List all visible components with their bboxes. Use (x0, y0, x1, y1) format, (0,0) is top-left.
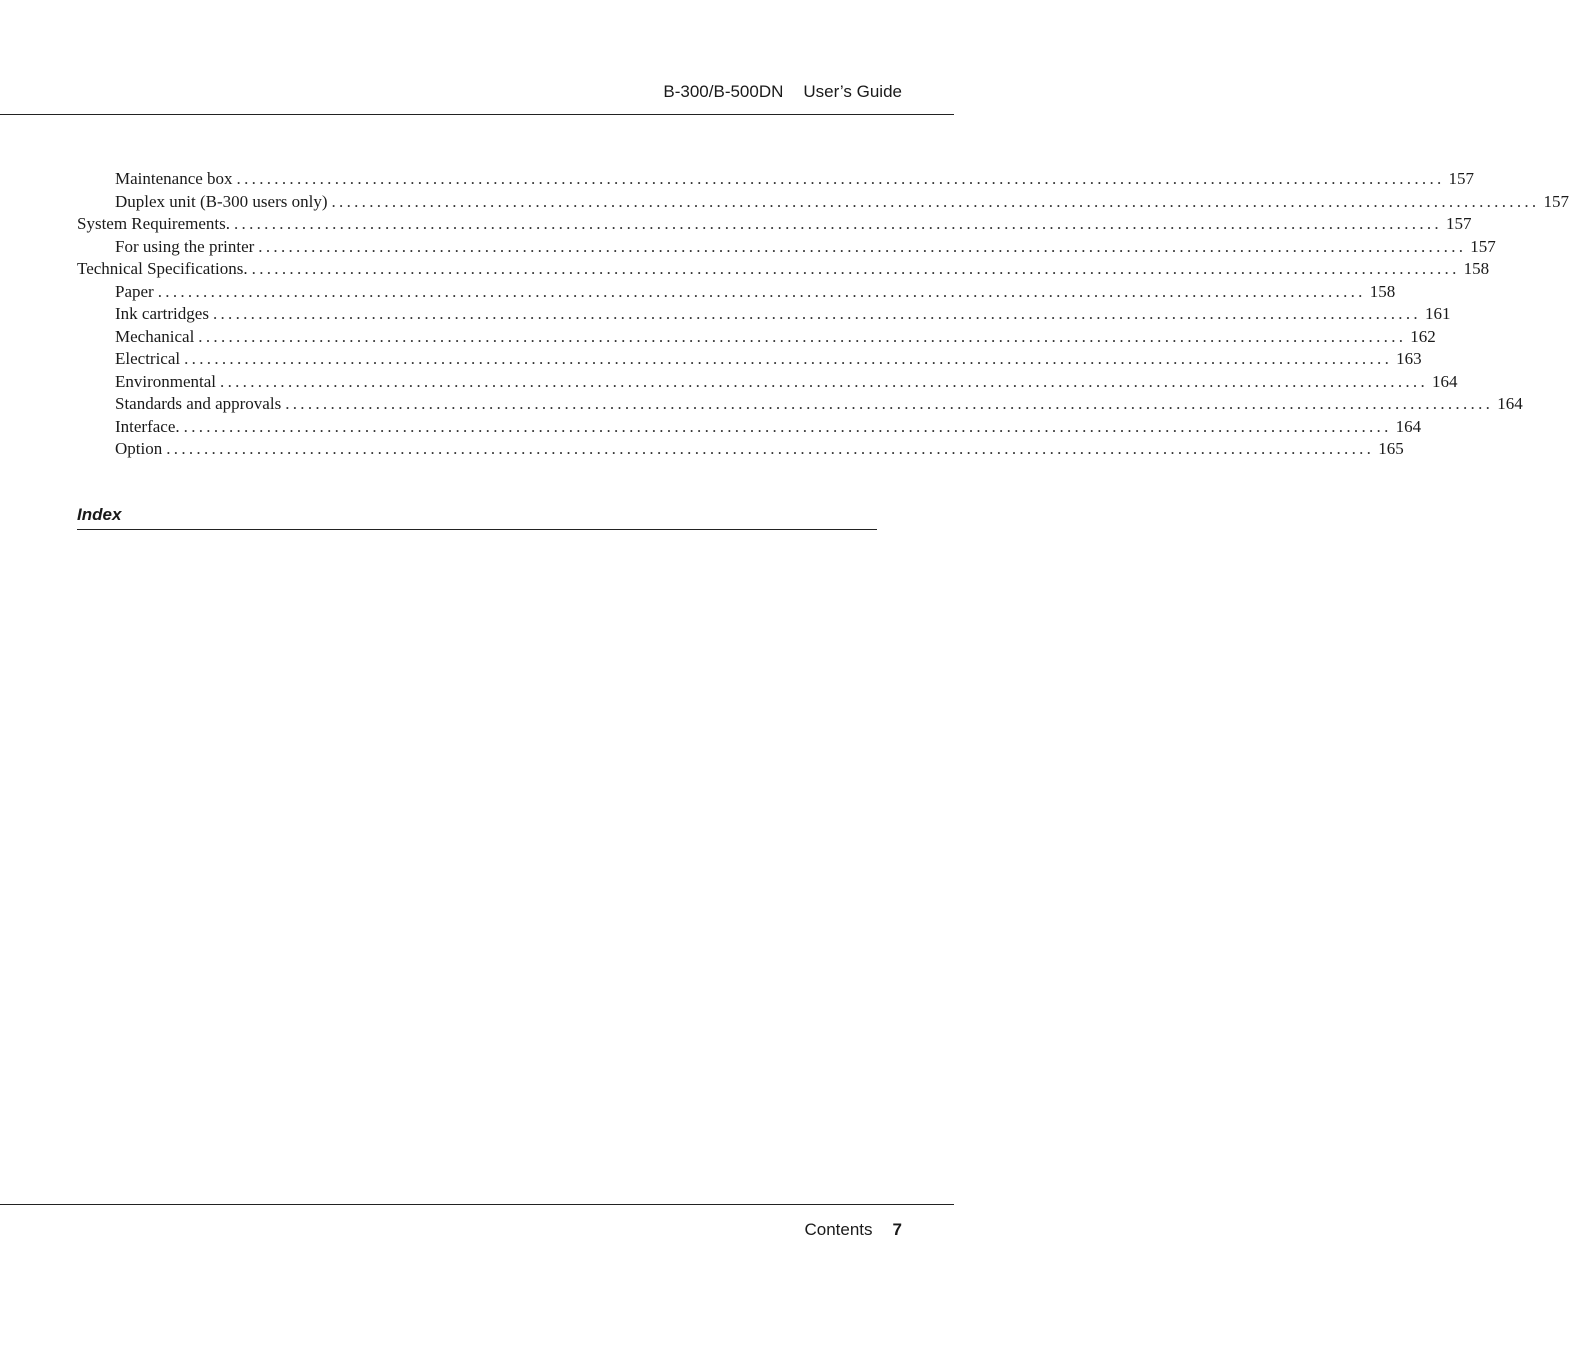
toc-entry-label: Standards and approvals (115, 394, 282, 413)
toc-entry-label: Technical Specifications. (77, 259, 248, 278)
toc-entry-page: 161 (1424, 304, 1451, 323)
toc-entry-label: Maintenance box (115, 169, 233, 188)
footer-section: Contents (804, 1220, 873, 1239)
toc-entry[interactable] (77, 438, 1404, 461)
toc-entry[interactable] (77, 236, 1496, 259)
footer-rule (0, 1204, 954, 1205)
toc-dot-leader: ................................................................................................................................................................ (251, 259, 1460, 278)
index-heading[interactable]: Index (77, 505, 122, 524)
header-rule (0, 114, 954, 115)
toc-dot-leader: ................................................................................................................................................................ (183, 416, 1392, 436)
toc-entry-page: 157 (1448, 169, 1475, 188)
toc-entry[interactable] (77, 348, 1422, 371)
toc-entry[interactable] (77, 371, 1458, 394)
toc-entry[interactable] (77, 416, 1422, 439)
toc-dot-leader: ................................................................................................................................................................ (157, 281, 1366, 301)
table-of-contents (77, 168, 1569, 461)
toc-entry-label: Paper (115, 281, 154, 301)
toc-dot-leader: ................................................................................................................................................................ (220, 371, 1429, 391)
toc-entry[interactable] (77, 258, 1490, 281)
toc-entry-page: 157 (1445, 214, 1472, 233)
toc-entry-label: System Requirements. (77, 214, 230, 233)
toc-entry[interactable] (77, 191, 1569, 214)
toc-entry-label: Interface. (115, 416, 180, 436)
header-guide-title: User’s Guide (803, 82, 902, 101)
toc-entry[interactable] (77, 168, 1475, 191)
toc-entry-page: 164 (1432, 371, 1458, 391)
toc-entry-page: 164 (1395, 416, 1422, 436)
header-model: B-300/B-500DN (663, 82, 784, 101)
toc-entry-page: 157 (1470, 236, 1496, 256)
toc-dot-leader: ................................................................................................................................................................ (331, 191, 1540, 211)
index-heading-rule (77, 529, 877, 530)
toc-entry-page: 165 (1378, 439, 1404, 458)
toc-entry[interactable] (77, 326, 1436, 349)
toc-entry-page: 158 (1463, 259, 1490, 278)
toc-dot-leader: ................................................................................................................................................................ (236, 169, 1445, 188)
toc-entry-label: Option (115, 439, 163, 458)
toc-dot-leader: ................................................................................................................................................................ (166, 439, 1375, 458)
toc-dot-leader: ................................................................................................................................................................ (184, 349, 1393, 368)
page-number: 7 (892, 1220, 902, 1239)
toc-entry[interactable] (77, 393, 1523, 416)
toc-entry-label: Mechanical (115, 326, 195, 346)
toc-entry-label: Duplex unit (B-300 users only) (115, 191, 328, 211)
toc-dot-leader: ................................................................................................................................................................ (198, 326, 1407, 346)
toc-dot-leader: ................................................................................................................................................................ (258, 236, 1467, 256)
running-footer (804, 1220, 902, 1240)
toc-entry-page: 162 (1410, 326, 1436, 346)
toc-entry-page: 164 (1497, 394, 1523, 413)
toc-entry-page: 163 (1396, 349, 1422, 368)
toc-entry[interactable] (77, 281, 1396, 304)
toc-entry-label: Electrical (115, 349, 181, 368)
toc-entry-label: For using the printer (115, 236, 255, 256)
toc-dot-leader: ................................................................................................................................................................ (233, 214, 1442, 233)
toc-entry[interactable] (77, 213, 1472, 236)
toc-entry[interactable] (77, 303, 1451, 326)
toc-entry-label: Ink cartridges (115, 304, 209, 323)
toc-entry-label: Environmental (115, 371, 217, 391)
running-header (663, 82, 902, 102)
toc-dot-leader: ................................................................................................................................................................ (285, 394, 1494, 413)
toc-dot-leader: ................................................................................................................................................................ (212, 304, 1421, 323)
toc-entry-page: 158 (1369, 281, 1396, 301)
toc-entry-page: 157 (1543, 191, 1569, 211)
